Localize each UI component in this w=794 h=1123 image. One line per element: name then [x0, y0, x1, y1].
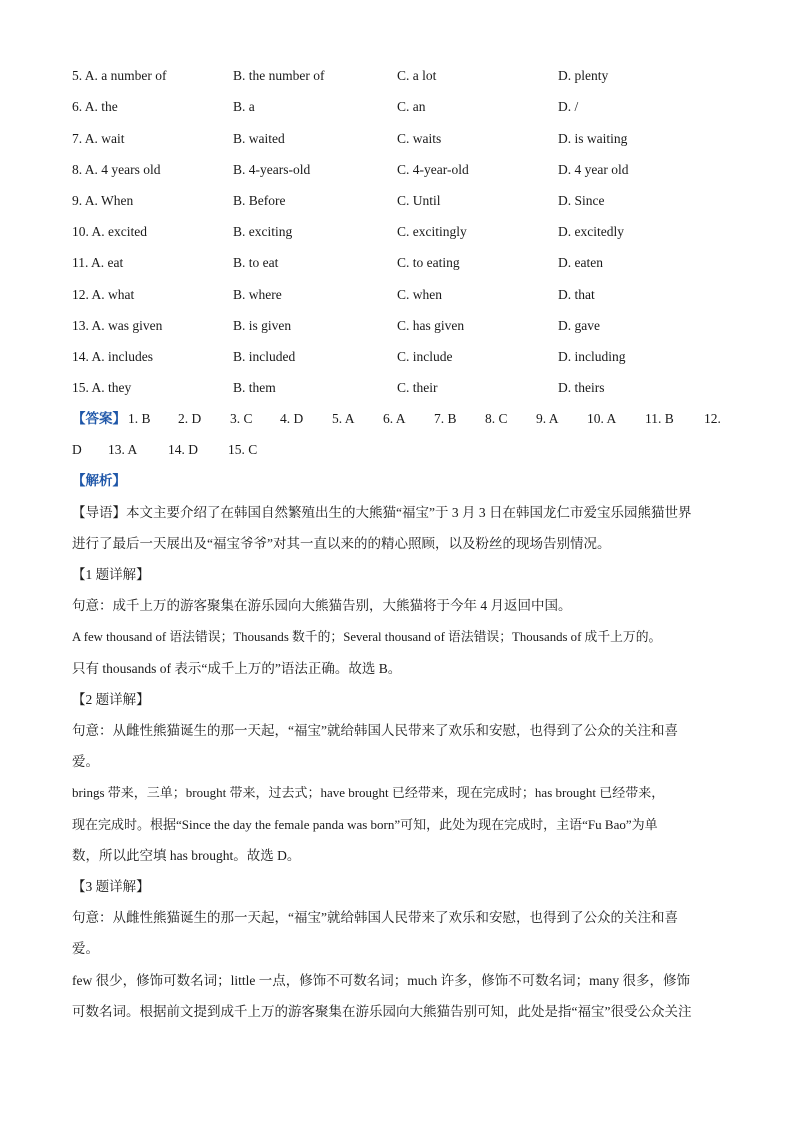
option-d: D. eaten: [558, 255, 603, 270]
option-c: C. Until: [397, 193, 441, 208]
option-b: B. them: [233, 380, 276, 395]
option-c: C. waits: [397, 131, 442, 146]
answer-item: 2. D: [178, 411, 202, 426]
q3-line-2: 爱。: [72, 941, 99, 956]
answer-item: D: [72, 442, 82, 457]
option-c: C. a lot: [397, 68, 437, 83]
option-d: D. 4 year old: [558, 162, 629, 177]
q2-line-4: 现在完成时。根据“Since the day the female panda was born”可知，此处为现在完成时，主语“Fu Bao”为单: [72, 817, 658, 832]
q1-line-3: 只有 thousands of 表示“成千上万的”语法正确。故选 B。: [72, 661, 402, 676]
q3-line-4: 可数名词。根据前文提到成千上万的游客聚集在游乐园向大熊猫告别可知，此处是指“福宝”很受公众关注: [72, 1004, 692, 1019]
option-c: C. excitingly: [397, 224, 467, 239]
answer-key-line-2: [72, 440, 732, 460]
intro-line-1: [72, 503, 722, 523]
q3-line-1: 句意：从雌性熊猫诞生的那一天起，“福宝”就给韩国人民带来了欢乐和安慰，也得到了公众的关注和喜: [72, 910, 678, 925]
answer-item: 14. D: [168, 442, 198, 457]
q1-line-1: 句意：成千上万的游客聚集在游乐园向大熊猫告别，大熊猫将于今年 4 月返回中国。: [72, 598, 572, 613]
q2-heading: 【2 题详解】: [72, 692, 150, 707]
option-a: 12. A. what: [72, 287, 135, 302]
option-a: 10. A. excited: [72, 224, 147, 239]
q2-line-1: 句意：从雌性熊猫诞生的那一天起，“福宝”就给韩国人民带来了欢乐和安慰，也得到了公众的关注和喜: [72, 723, 678, 738]
option-a: 5. A. a number of: [72, 68, 167, 83]
q1-heading: 【1 题详解】: [72, 567, 150, 582]
q2-line-2: 爱。: [72, 754, 99, 769]
answer-item: 5. A: [332, 411, 355, 426]
question-12-options: [72, 285, 732, 305]
option-d: D. excitedly: [558, 224, 624, 239]
option-b: B. Before: [233, 193, 286, 208]
intro-label: 【导语】: [72, 505, 126, 520]
option-c: C. include: [397, 349, 453, 364]
option-a: 7. A. wait: [72, 131, 125, 146]
option-b: B. included: [233, 349, 296, 364]
option-b: B. waited: [233, 131, 285, 146]
option-c: C. 4-year-old: [397, 162, 469, 177]
option-d: D. /: [558, 99, 579, 114]
answer-item: 3. C: [230, 411, 253, 426]
answer-item: 8. C: [485, 411, 508, 426]
option-d: D. Since: [558, 193, 605, 208]
question-15-options: [72, 378, 732, 398]
answer-item: 13. A: [108, 442, 138, 457]
option-d: D. that: [558, 287, 595, 302]
question-9-options: [72, 191, 732, 211]
answer-item: 10. A: [587, 411, 617, 426]
question-10-options: [72, 222, 732, 242]
option-a: 15. A. they: [72, 380, 132, 395]
option-b: B. 4-years-old: [233, 162, 311, 177]
option-a: 6. A. the: [72, 99, 118, 114]
answer-key-line-1: [72, 409, 732, 429]
option-a: 13. A. was given: [72, 318, 163, 333]
question-5-options: [72, 66, 732, 86]
answer-item: 1. B: [128, 411, 151, 426]
answer-item: 7. B: [434, 411, 457, 426]
option-d: D. gave: [558, 318, 600, 333]
option-b: B. to eat: [233, 255, 279, 270]
question-7-options: [72, 129, 732, 149]
answer-item: 6. A: [383, 411, 406, 426]
option-b: B. the number of: [233, 68, 325, 83]
option-b: B. is given: [233, 318, 292, 333]
q3-line-3: few 很少，修饰可数名词；little 一点，修饰不可数名词；much 许多，修饰不可数名词；many 很多，修饰: [72, 973, 690, 988]
answer-item: 4. D: [280, 411, 304, 426]
q2-line-5: 数，所以此空填 has brought。故选 D。: [72, 848, 301, 863]
intro-text: 本文主要介绍了在韩国自然繁殖出生的大熊猫“福宝”于 3 月 3 日在韩国龙仁市爱宝乐园熊猫世界: [126, 505, 692, 520]
option-d: D. including: [558, 349, 626, 364]
option-c: C. to eating: [397, 255, 460, 270]
option-a: 8. A. 4 years old: [72, 162, 161, 177]
option-a: 11. A. eat: [72, 255, 124, 270]
answer-item: 15. C: [228, 442, 258, 457]
analysis-heading: 【解析】: [72, 473, 126, 488]
question-6-options: [72, 97, 732, 117]
option-b: B. where: [233, 287, 282, 302]
option-a: 9. A. When: [72, 193, 134, 208]
option-b: B. exciting: [233, 224, 293, 239]
option-c: C. an: [397, 99, 426, 114]
intro-line-2: 进行了最后一天展出及“福宝爷爷”对其一直以来的的精心照顾，以及粉丝的现场告别情况。: [72, 536, 611, 551]
option-c: C. has given: [397, 318, 465, 333]
answer-label: 【答案】: [72, 411, 126, 426]
q3-heading: 【3 题详解】: [72, 879, 150, 894]
q2-line-3: brings 带来，三单；brought 带来，过去式；have brought 已经带来，现在完成时；has brought 已经带来，: [72, 785, 665, 800]
option-c: C. when: [397, 287, 442, 302]
answer-item: 9. A: [536, 411, 559, 426]
question-14-options: [72, 347, 732, 367]
option-c: C. their: [397, 380, 438, 395]
answer-item: 11. B: [645, 411, 674, 426]
question-13-options: [72, 316, 732, 336]
q1-line-2: A few thousand of 语法错误；Thousands 数千的；Several thousand of 语法错误；Thousands of 成千上万的。: [72, 630, 662, 644]
question-11-options: [72, 253, 732, 273]
answer-item: 12.: [704, 411, 721, 426]
option-d: D. theirs: [558, 380, 605, 395]
option-d: D. is waiting: [558, 131, 628, 146]
option-a: 14. A. includes: [72, 349, 153, 364]
question-8-options: [72, 160, 732, 180]
option-d: D. plenty: [558, 68, 609, 83]
option-b: B. a: [233, 99, 255, 114]
